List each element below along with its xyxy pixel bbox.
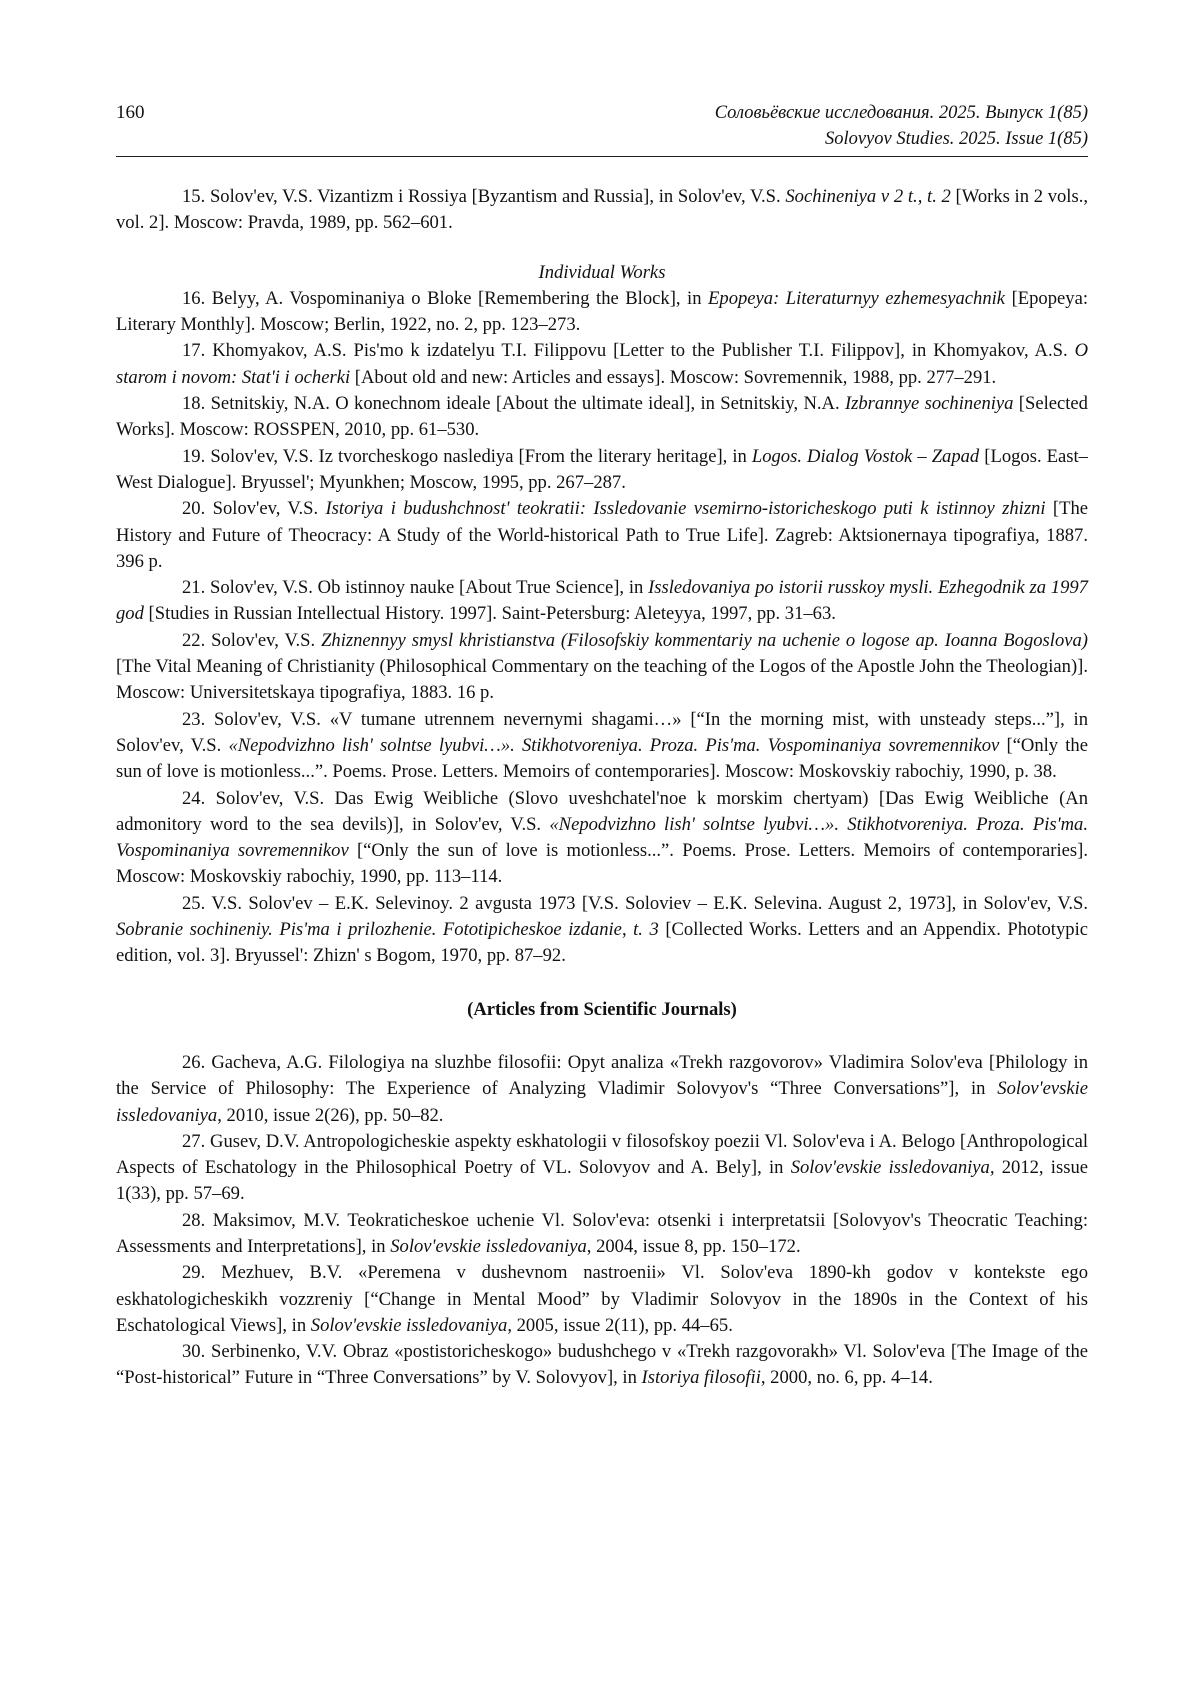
reference-entry: [116, 496, 1088, 575]
reference-text: , 2000, no. 6, pp. 4–14.: [760, 1367, 933, 1389]
reference-entry: [116, 338, 1088, 391]
running-title-en: Solovyov Studies. 2025. Issue 1(85): [824, 129, 1088, 149]
reference-text: [“Only the sun of love is motionless...”. Poems. Prose. Letters. Memoirs of contemporaries]. Moscow: Moskovskiy rabochiy, 1990, pp. 113–114.: [116, 840, 1088, 888]
reference-text: Solov'ev, V.S. Ob istinnoy nauke [About True Science], in: [210, 577, 649, 599]
reference-text: Solov'ev, V.S.: [212, 498, 326, 520]
reference-text: [Logos. East–West Dialogue]. Bryussel'; Myunkhen; Moscow, 1995, pp. 267–287.: [116, 445, 1088, 493]
reference-text: Khomyakov, A.S. Pis'mo k izdatelyu T.I. Filippovu [Letter to the Publisher T.I. Filippov], in Khomyakov, A.S.: [212, 340, 1075, 362]
reference-italic-text: Istoriya i budushchnost' teokratii: Issledovanie vsemirno-istoricheskogo puti k istinnoy zhizni: [325, 498, 1046, 520]
reference-number: 19.: [182, 445, 206, 467]
reference-text: Maksimov, M.V. Teokraticheskoe uchenie Vl. Solov'eva: otsenki i interpretatsii [Solovyov's Theocratic Teaching: Assessments and Interpretations], in: [116, 1209, 1088, 1257]
reference-text: Solov'ev, V.S. «V tumane utrennem nevernymi shagami…» [“In the morning mist, with unsteady steps...”], in Solov'ev, V.S.: [116, 708, 1088, 756]
reference-text: Gusev, D.V. Antropologicheskie aspekty eskhatologii v filosofskoy poezii Vl. Solov'eva i A. Belogo [Anthropological Aspects of Eschatology in the Philosophical Poetry of VL. Solovyov and A. Bely], in: [116, 1130, 1088, 1179]
reference-italic-text: Solov'evskie issledovaniya: [116, 1078, 1088, 1126]
reference-entry: [116, 1208, 1088, 1261]
reference-number: 26.: [182, 1051, 206, 1073]
reference-italic-text: «Nepodvizhno lish' solntse lyubvi…». Stikhotvoreniya. Proza. Pis'ma. Vospominaniya sovremennikov: [228, 734, 1000, 756]
reference-number: 23.: [182, 708, 206, 730]
reference-text: Solov'ev, V.S. Das Ewig Weibliche (Slovo uveshchatel'noe k morskim chertyam) [Das Ewig Weibliche (An admonitory word to the sea devils)], in Solov'ev, V.S.: [116, 787, 1088, 835]
reference-entry: [116, 184, 1088, 237]
reference-text: [About old and new: Articles and essays]. Moscow: Sovremennik, 1988, pp. 277–291.: [350, 366, 997, 388]
reference-italic-text: Izbrannye sochineniya: [844, 393, 1014, 415]
reference-italic-text: Zhiznennyy smysl khristianstva (Filosofskiy kommentariy na uchenie o logose ap. Ioanna Bogoslova): [321, 629, 1088, 651]
reference-italic-text: Solov'evskie issledovaniya: [310, 1314, 508, 1336]
reference-italic-text: Issledovaniya po istorii russkoy mysli. Ezhegodnik za 1997 god: [116, 577, 1088, 625]
reference-number: 30.: [182, 1341, 206, 1363]
reference-number: 21.: [182, 577, 206, 599]
reference-text: [Collected Works. Letters and an Appendix. Phototypic edition, vol. 3]. Bryussel': Zhizn' s Bogom, 1970, pp. 87–92.: [116, 919, 1088, 967]
reference-text: [Works in 2 vols., vol. 2]. Moscow: Pravda, 1989, pp. 562–601.: [116, 186, 1088, 234]
reference-italic-text: Solov'evskie issledovaniya,: [790, 1157, 995, 1179]
references: [116, 184, 1088, 1392]
reference-entry: [116, 786, 1088, 891]
reference-text: [“Only the sun of love is motionless...”. Poems. Prose. Letters. Memoirs of contemporaries]. Moscow: Moskovskiy rabochiy, 1990, p. 38.: [116, 734, 1088, 783]
reference-italic-text: Logos. Dialog Vostok – Zapad: [751, 445, 980, 467]
reference-text: ,: [621, 919, 634, 941]
reference-number: 15.: [182, 186, 206, 207]
reference-entry: [116, 707, 1088, 786]
reference-text: [The History and Future of Theocracy: A Study of the World-historical Path to True Life]. Zagreb: Aktsionernaya tipografiya, 1887. 396 p.: [116, 498, 1088, 572]
reference-italic-text: Epopeya: Literaturnyy ezhemesyachnik: [708, 287, 1006, 309]
reference-text: , 2004, issue 8, pp. 150–172.: [586, 1235, 801, 1257]
reference-number: 29.: [182, 1262, 206, 1284]
reference-number: 18.: [182, 393, 206, 415]
reference-entry: [116, 444, 1088, 497]
page-header: [116, 100, 1088, 157]
reference-entry: [116, 891, 1088, 970]
reference-text: Solov'ev, V.S. Iz tvorcheskogo naslediya [From the literary heritage], in: [210, 445, 752, 467]
running-title: [715, 100, 1088, 152]
reference-text: Mezhuev, B.V. «Peremena v dushevnom nastroenii» Vl. Solov'eva 1890-kh godov v kontekste ego eskhatologicheskikh vozzreniy [“Change in Mental Mood” by Vladimir Solovyov in the 1890s in the Context of his Eschatological Views], in: [116, 1262, 1089, 1336]
reference-text: , 2010, issue 2(26), pp. 50–82.: [217, 1104, 444, 1126]
reference-entry: [116, 575, 1088, 628]
reference-entry: [116, 286, 1088, 339]
reference-number: 22.: [182, 629, 206, 651]
reference-italic-text: t. 3: [633, 919, 659, 941]
reference-italic-text: Solov'evskie issledovaniya: [390, 1235, 587, 1257]
reference-text: Solov'ev, V.S. Vizantizm i Rossiya [Byzantism and Russia], in Solov'ev, V.S.: [209, 186, 786, 207]
reference-italic-text: «Nepodvizhno lish' solntse lyubvi…». Stikhotvoreniya. Proza. Pis'ma. Vospominaniya sovremennikov: [116, 813, 1088, 862]
reference-number: 16.: [182, 287, 206, 309]
reference-text: Solov'ev, V.S.: [211, 629, 322, 651]
reference-text: Setnitskiy, N.A. O konechnom ideale [About the ultimate ideal], in Setnitskiy, N.A.: [210, 393, 845, 415]
reference-text: [Selected Works]. Moscow: ROSSPEN, 2010, pp. 61–530.: [116, 393, 1088, 441]
page-number: 160: [116, 102, 145, 123]
reference-text: 2012, issue 1(33), pp. 57–69.: [116, 1157, 1088, 1205]
reference-entry: [116, 628, 1088, 707]
reference-entry: [116, 1129, 1088, 1208]
reference-entry: [116, 391, 1088, 444]
reference-number: 20.: [182, 498, 206, 520]
reference-text: [The Vital Meaning of Christianity (Philosophical Commentary on the teaching of the Logos of the Apostle John the Theologian)]. Moscow: Universitetskaya tipografiya, 1883. 16 p.: [116, 656, 1088, 704]
reference-text: Serbinenko, V.V. Obraz «postistoricheskogo» budushchego v «Trekh razgovorakh» Vl. Solov'eva [The Image of the “Post-historical” Future in “Three Conversations” by V. Solovyov], in: [116, 1341, 1088, 1389]
reference-entry: [116, 1260, 1088, 1339]
reference-text: [Studies in Russian Intellectual History. 1997]. Saint-Petersburg: Aleteyya, 1997, pp. 31–63.: [143, 603, 836, 625]
reference-number: 27.: [182, 1130, 206, 1152]
reference-text: Belyy, A. Vospominaniya o Bloke [Remembering the Block], in: [211, 287, 709, 309]
reference-italic-text: Sochineniya v 2 t., t. 2: [785, 186, 951, 207]
reference-italic-text: Sobranie sochineniy. Pis'ma i prilozhenie. Fototipicheskoe izdanie: [116, 919, 622, 941]
reference-number: 17.: [182, 340, 206, 362]
reference-number: 25.: [182, 892, 206, 914]
reference-text: V.S. Solov'ev – E.K. Selevinoy. 2 avgusta 1973 [V.S. Soloviev – E.K. Selevina. August 2, 1973], in Solov'ev, V.S.: [211, 892, 1088, 914]
entries-individual: [116, 286, 1088, 970]
running-title-ru: Соловьёвские исследования. 2025. Выпуск 1(85): [714, 103, 1088, 123]
section-heading: (Articles from Scientific Journals): [467, 998, 737, 1020]
entries-articles: [116, 1050, 1088, 1392]
reference-entry: [116, 1050, 1088, 1129]
reference-italic-text: O starom i novom: Stat'i i ocherki: [116, 340, 1088, 388]
reference-text: Gacheva, A.G. Filologiya na sluzhbe filosofii: Opyt analiza «Trekh razgovorov» Vladimira Solov'eva [Philology in the Service of Philosophy: The Experience of Analyzing Vladimir Solovyov's “Three Conversations”], in: [116, 1051, 1088, 1100]
reference-italic-text: Istoriya filosofii: [641, 1367, 761, 1389]
subheading-individual-works: Individual Works: [538, 261, 666, 283]
reference-entry: [116, 1339, 1088, 1392]
reference-text: [Epopeya: Literary Monthly]. Moscow; Berlin, 1922, no. 2, pp. 123–273.: [116, 287, 1088, 336]
reference-number: 24.: [182, 787, 206, 809]
entries-top: [116, 184, 1088, 237]
reference-number: 28.: [182, 1209, 206, 1231]
reference-text: , 2005, issue 2(11), pp. 44–65.: [507, 1314, 733, 1336]
